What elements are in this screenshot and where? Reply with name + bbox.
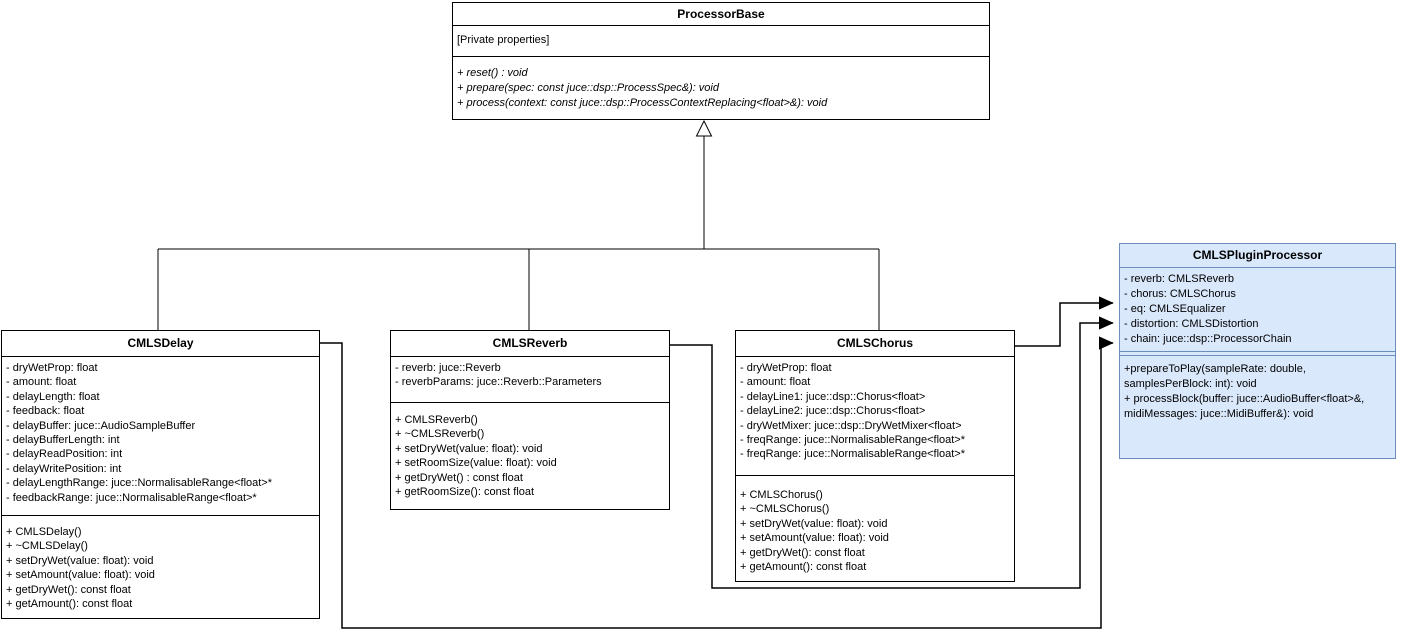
member-row: + reset() : void — [457, 67, 528, 79]
member-row: + getRoomSize(): const float — [395, 486, 535, 499]
member-row: - dryWetMixer: juce::dsp::DryWetMixer<float> — [740, 419, 962, 432]
class-title-cmlspluginprocessor: CMLSPluginProcessor — [1192, 248, 1323, 263]
member-row: + setAmount(value: float): void — [6, 569, 155, 582]
member-row: + ~CMLSChorus() — [740, 503, 830, 516]
member-row: - amount: float — [6, 376, 77, 389]
member-row: + getDryWet(): const float — [740, 546, 865, 559]
generalization-triangle-icon — [697, 121, 712, 136]
member-row: + getAmount(): const float — [6, 598, 133, 611]
member-row: + setDryWet(value: float): void — [740, 517, 888, 530]
class-box-cmlsreverb — [390, 330, 670, 510]
member-row: + processBlock(buffer: juce::AudioBuffer<float>&, midiMessages: juce::MidiBuffer&): void — [1124, 393, 1365, 420]
member-row: - eq: CMLSEqualizer — [1124, 303, 1226, 315]
class-attributes-cmlsreverb — [391, 356, 669, 402]
class-title-cmlschorus: CMLSChorus — [837, 336, 913, 351]
member-row: + ~CMLSDelay() — [6, 540, 88, 553]
member-row: + getDryWet(): const float — [6, 583, 131, 596]
member-row: + process(context: const juce::dsp::ProcessContextReplacing<float>&): void — [457, 96, 828, 109]
class-methods-cmlsreverb — [391, 402, 669, 509]
class-box-cmlschorus — [735, 330, 1015, 582]
class-box-cmlsdelay — [1, 330, 320, 619]
member-row: +prepareToPlay(sampleRate: double, samplesPerBlock: int): void — [1124, 363, 1306, 390]
member-row: - delayLine1: juce::dsp::Chorus<float> — [740, 390, 926, 403]
member-row: - dryWetProp: float — [740, 362, 832, 374]
member-row: + CMLSChorus() — [740, 489, 823, 501]
generalization-connectors — [158, 121, 879, 330]
member-row: - dryWetProp: float — [6, 362, 98, 374]
member-row: - reverbParams: juce::Reverb::Parameters — [395, 376, 602, 389]
member-row: - freqRange: juce::NormalisableRange<float>* — [740, 434, 966, 447]
member-row: + setAmount(value: float): void — [740, 532, 889, 545]
member-row: + CMLSReverb() — [395, 414, 478, 426]
member-row: + ~CMLSReverb() — [395, 428, 485, 441]
class-attributes-cmlspluginprocessor — [1120, 267, 1395, 351]
member-row: - reverb: CMLSReverb — [1124, 273, 1235, 285]
class-title-processorbase: ProcessorBase — [677, 6, 765, 21]
class-methods-processorbase — [453, 56, 989, 119]
member-row: + setDryWet(value: float): void — [6, 554, 154, 567]
member-row: - chorus: CMLSChorus — [1124, 288, 1236, 300]
class-attributes-cmlschorus — [736, 356, 1014, 475]
class-attributes-cmlsdelay — [2, 356, 319, 515]
member-row: + getDryWet() : const float — [395, 471, 523, 484]
member-row: + setRoomSize(value: float): void — [395, 457, 557, 470]
member-row: - reverb: juce::Reverb — [395, 362, 501, 374]
class-methods-cmlschorus — [736, 475, 1014, 581]
member-row: - feedbackRange: juce::NormalisableRange<float>* — [6, 491, 257, 504]
class-title-cmlsdelay: CMLSDelay — [127, 336, 194, 351]
member-row: - delayReadPosition: int — [6, 448, 123, 461]
member-row: - delayLengthRange: juce::NormalisableRange<float>* — [6, 477, 273, 490]
class-box-processorbase — [452, 2, 990, 120]
class-methods-cmlsdelay — [2, 515, 319, 618]
member-row: - freqRange: juce::NormalisableRange<float>* — [740, 448, 966, 461]
member-row: - feedback: float — [6, 405, 85, 418]
member-row: - chain: juce::dsp::ProcessorChain — [1124, 333, 1292, 345]
member-row: + setDryWet(value: float): void — [395, 442, 543, 455]
class-box-cmlspluginprocessor — [1119, 243, 1396, 459]
class-attributes-processorbase — [453, 25, 989, 56]
association-chorus-to-plugin — [1015, 303, 1113, 346]
class-methods-cmlspluginprocessor — [1120, 356, 1395, 458]
member-row: + CMLSDelay() — [6, 526, 82, 538]
class-title-cmlsreverb: CMLSReverb — [492, 336, 568, 351]
member-row: - delayWritePosition: int — [6, 462, 122, 475]
member-row: - amount: float — [740, 376, 811, 389]
member-row: [Private properties] — [457, 34, 550, 46]
member-row: + prepare(spec: const juce::dsp::ProcessSpec&): void — [457, 81, 719, 94]
member-row: - delayBuffer: juce::AudioSampleBuffer — [6, 419, 196, 432]
member-row: - delayBufferLength: int — [6, 434, 120, 447]
member-row: + getAmount(): const float — [740, 561, 867, 574]
member-row: - delayLine2: juce::dsp::Chorus<float> — [740, 405, 926, 418]
member-row: - delayLength: float — [6, 390, 100, 403]
member-row: - distortion: CMLSDistortion — [1124, 318, 1259, 330]
